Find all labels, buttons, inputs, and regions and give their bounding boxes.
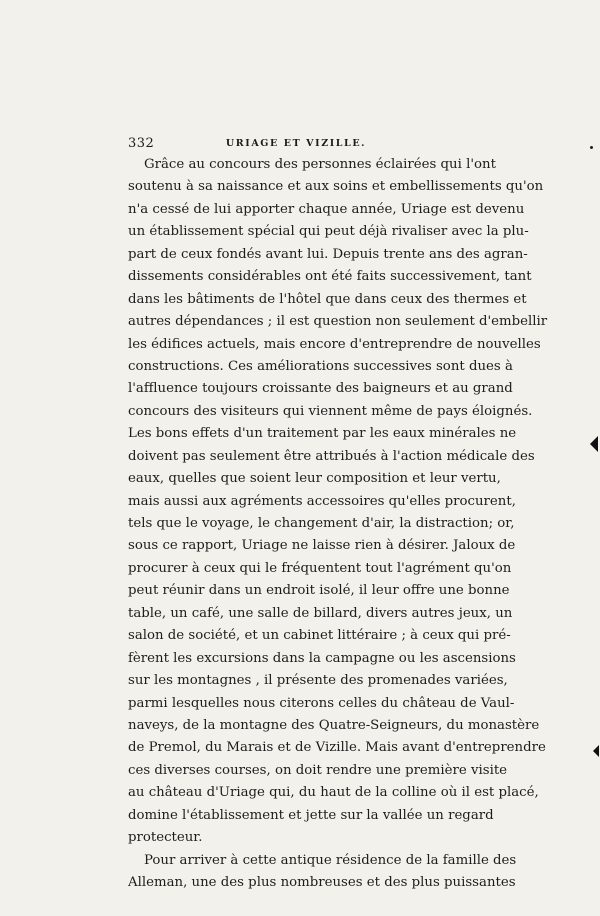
text-line: parmi lesquelles nous citerons celles du château de Vaul- bbox=[128, 695, 515, 711]
margin-dot-mark bbox=[590, 146, 593, 149]
margin-triangle-mark-icon bbox=[590, 436, 598, 452]
text-line: domine l'établissement et jette sur la vallée un regard bbox=[128, 807, 494, 823]
text-line: protecteur. bbox=[128, 830, 203, 846]
text-line: concours des visiteurs qui viennent même de pays éloignés. bbox=[128, 403, 533, 419]
text-line: Grâce au concours des personnes éclairées qui l'ont bbox=[144, 157, 496, 172]
text-line: naveys, de la montagne des Quatre-Seigneurs, du monastère bbox=[128, 717, 540, 733]
text-line: fèrent les excursions dans la campagne ou les ascensions bbox=[128, 650, 516, 666]
text-line: eaux, quelles que soient leur composition et leur vertu, bbox=[128, 471, 501, 487]
running-head: URIAGE ET VIZILLE. bbox=[225, 138, 367, 149]
text-line: les édifices actuels, mais encore d'entreprendre de nouvelles bbox=[128, 336, 541, 352]
page-number: 332 bbox=[128, 136, 155, 151]
text-line: n'a cessé de lui apporter chaque année, Uriage est devenu bbox=[128, 201, 525, 217]
paragraph-2 bbox=[128, 850, 517, 895]
text-line: part de ceux fondés avant lui. Depuis trente ans des agran- bbox=[128, 246, 528, 262]
text-line: Les bons effets d'un traitement par les eaux minérales ne bbox=[128, 426, 517, 442]
text-line: table, un café, une salle de billard, divers autres jeux, un bbox=[128, 605, 513, 621]
text-line: sous ce rapport, Uriage ne laisse rien à désirer. Jaloux de bbox=[128, 538, 516, 554]
text-line: dans les bâtiments de l'hôtel que dans ceux des thermes et bbox=[128, 291, 527, 307]
margin-triangle-mark-icon bbox=[593, 745, 599, 757]
text-line: sur les montagnes , il présente des promenades variées, bbox=[128, 673, 508, 689]
text-line: un établissement spécial qui peut déjà rivaliser avec la plu- bbox=[128, 224, 529, 240]
text-line: procurer à ceux qui le fréquentent tout l'agrément qu'on bbox=[128, 560, 512, 576]
text-line: tels que le voyage, le changement d'air, la distraction; or, bbox=[128, 516, 515, 531]
text-line: soutenu à sa naissance et aux soins et embellissements qu'on bbox=[128, 179, 544, 195]
text-line: Pour arriver à cette antique résidence de la famille des bbox=[144, 852, 517, 868]
text-line: l'affluence toujours croissante des baigneurs et au grand bbox=[128, 381, 513, 397]
text-line: de Premol, du Marais et de Vizille. Mais avant d'entreprendre bbox=[128, 740, 546, 756]
text-line: ces diverses courses, on doit rendre une première visite bbox=[128, 762, 508, 778]
text-line: autres dépendances ; il est question non seulement d'embellir bbox=[128, 314, 548, 330]
body-text bbox=[128, 154, 548, 894]
text-line: dissements considérables ont été faits successivement, tant bbox=[128, 269, 532, 285]
page-header bbox=[128, 136, 464, 154]
text-line: doivent pas seulement être attribués à l'action médicale des bbox=[128, 448, 535, 464]
text-line: au château d'Uriage qui, du haut de la colline où il est placé, bbox=[128, 785, 539, 801]
text-line: constructions. Ces améliorations successives sont dues à bbox=[128, 358, 513, 374]
text-line: salon de société, et un cabinet littéraire ; à ceux qui pré- bbox=[128, 628, 511, 644]
text-line: mais aussi aux agréments accessoires qu'elles procurent, bbox=[128, 493, 516, 509]
paragraph-1 bbox=[128, 154, 548, 850]
text-line: Alleman, une des plus nombreuses et des plus puissantes bbox=[128, 875, 516, 890]
text-line: peut réunir dans un endroit isolé, il leur offre une bonne bbox=[128, 583, 510, 599]
